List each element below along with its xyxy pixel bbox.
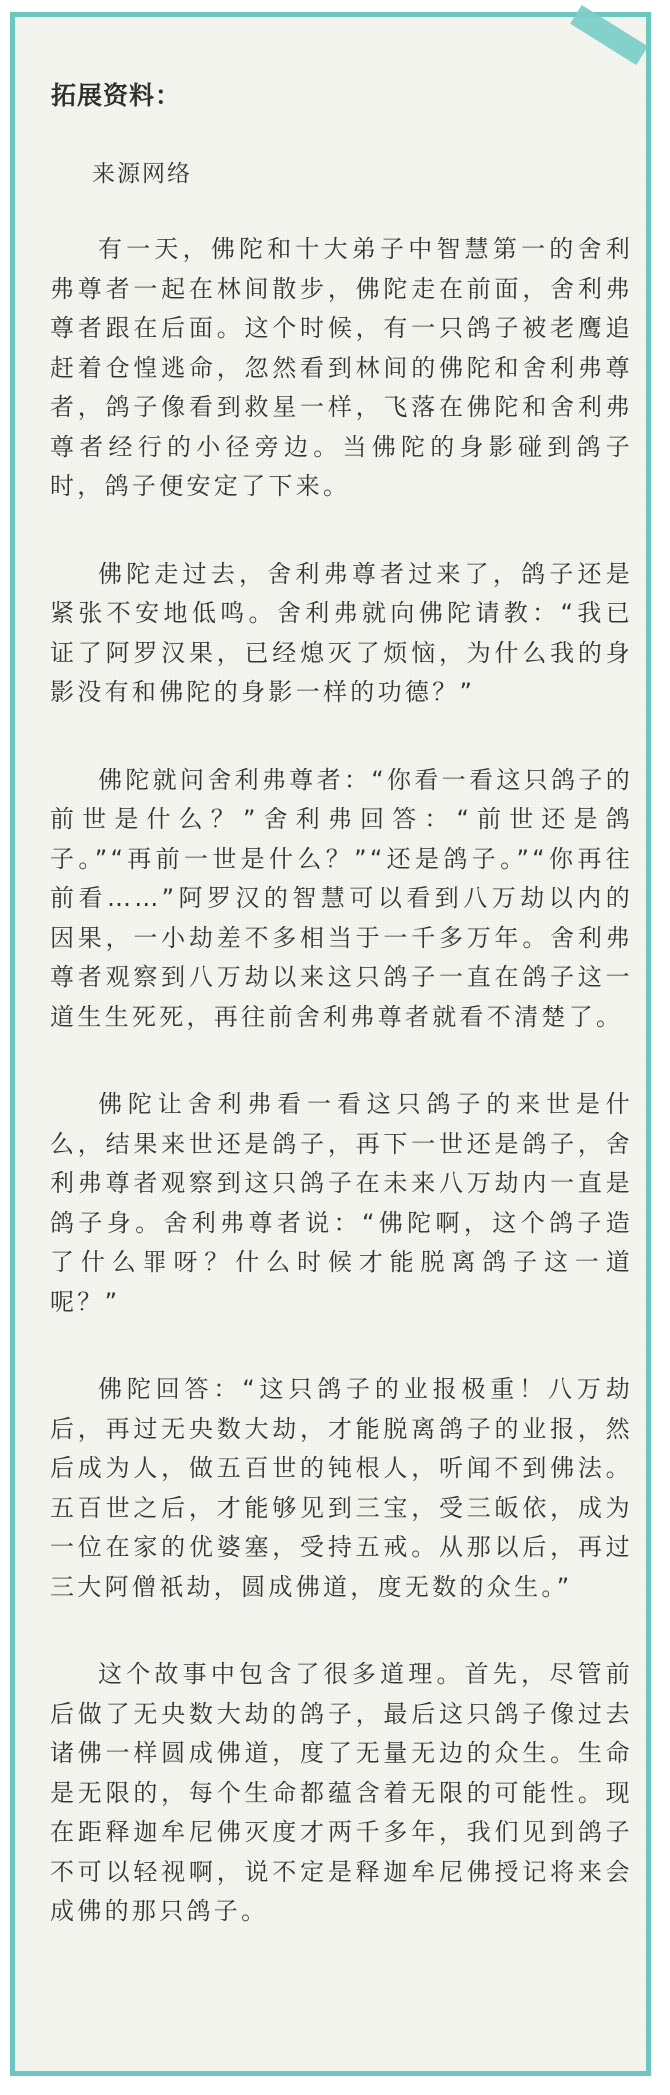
paragraph: 有一天，佛陀和十大弟子中智慧第一的舍利弗尊者一起在林间散步，佛陀走在前面，舍利弗尊者跟在后面。这个时候，有一只鸽子被老鹰追赶着仓惶逃命，忽然看到林间的佛陀和舍利弗尊者，鸽子像看到救星一样，飞落在佛陀和舍利弗尊者经行的小径旁边。当佛陀的身影碰到鸽子时，鸽子便安定了下来。 <box>50 235 633 500</box>
paragraph: 佛陀让舍利弗看一看这只鸽子的来世是什么，结果来世还是鸽子，再下一世还是鸽子，舍利弗尊者观察到这只鸽子在未来八万劫内一直是鸽子身。舍利弗尊者说：“佛陀啊，这个鸽子造了什么罪呀？什么时候才能脱离鸽子这一道呢？” <box>50 1090 633 1316</box>
source-label: 来源网络 <box>92 161 192 187</box>
paragraph: 佛陀就问舍利弗尊者：“你看一看这只鸽子的前世是什么？”舍利弗回答：“前世还是鸽子。”“再前一世是什么？”“还是鸽子。”“你再往前看……”阿罗汉的智慧可以看到八万劫以内的因果，一小劫差不多相当于一千多万年。舍利弗尊者观察到八万劫以来这只鸽子一直在鸽子这一道生生死死，再往前舍利弗尊者就看不清楚了。 <box>50 765 633 1031</box>
corner-tape-decoration <box>570 5 648 65</box>
article-card <box>10 12 651 2076</box>
article-body <box>50 230 633 1980</box>
paragraph: 佛陀走过去，舍利弗尊者过来了，鸽子还是紧张不安地低鸣。舍利弗就向佛陀请教：“我已证了阿罗汉果，已经熄灭了烦恼，为什么我的身影没有和佛陀的身影一样的功德？” <box>50 559 633 706</box>
section-title: 拓展资料： <box>51 81 182 110</box>
paragraph: 这个故事中包含了很多道理。首先，尽管前后做了无央数大劫的鸽子，最后这只鸽子像过去诸佛一样圆成佛道，度了无量无边的众生。生命是无限的，每个生命都蕴含着无限的可能性。现在距释迦牟尼佛灭度才两千多年，我们见到鸽子不可以轻视啊，说不定是释迦牟尼佛授记将来会成佛的那只鸽子。 <box>50 1660 633 1925</box>
paragraph: 佛陀回答：“这只鸽子的业报极重！八万劫后，再过无央数大劫，才能脱离鸽子的业报，然后成为人，做五百世的钝根人，听闻不到佛法。五百世之后，才能够见到三宝，受三皈依，成为一位在家的优婆塞，受持五戒。从那以后，再过三大阿僧祇劫，圆成佛道，度无数的众生。” <box>50 1375 633 1601</box>
